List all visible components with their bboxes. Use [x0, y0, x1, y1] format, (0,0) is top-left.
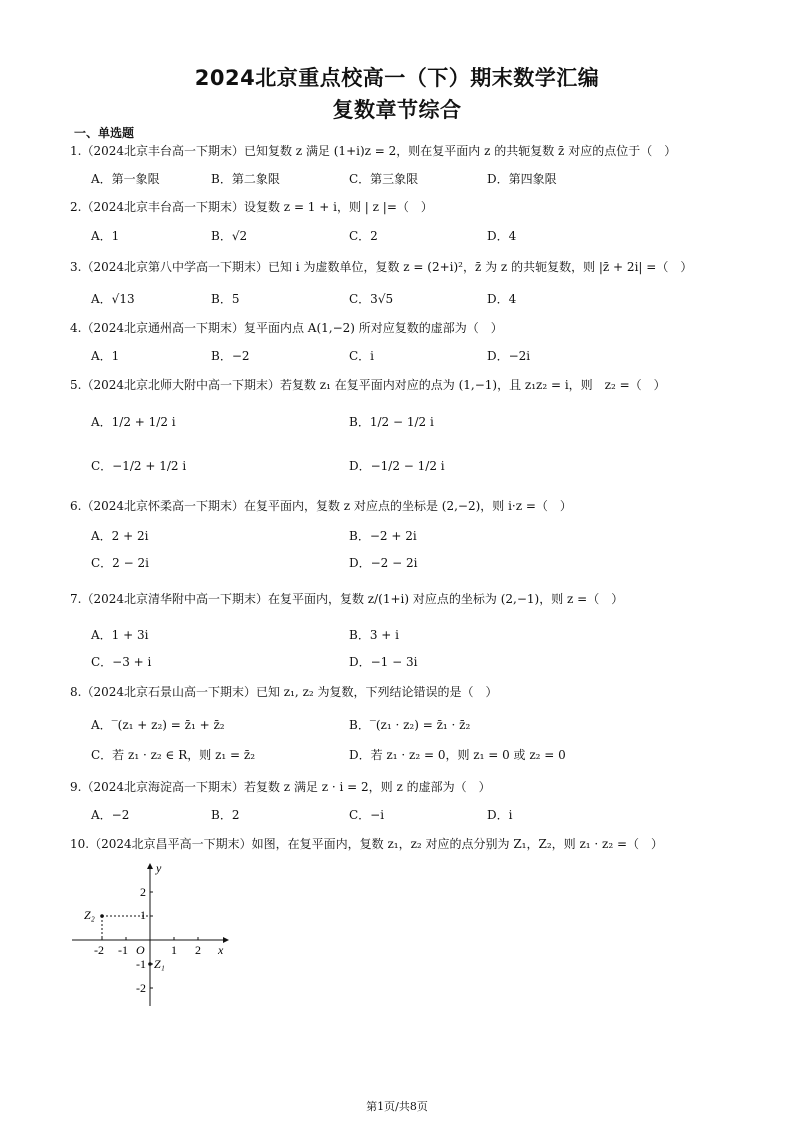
x-tick-label: 1 [171, 943, 177, 957]
question-3-option-c: C．3√5 [349, 292, 394, 306]
question-6-stem: 6.（2024北京怀柔高一下期末）在复平面内，复数 z 对应点的坐标是 (2,−2)，则 i·z =（ ） [70, 499, 572, 513]
question-9-option-d: D．i [487, 808, 513, 822]
page-subtitle: 复数章节综合 [332, 98, 462, 122]
question-4-stem: 4.（2024北京通州高一下期末）复平面内点 A(1,−2) 所对应复数的虚部为（ ） [70, 321, 503, 335]
point-z2 [100, 914, 104, 918]
question-9-option-c: C．−i [349, 808, 385, 822]
question-2-option-d: D．4 [487, 229, 517, 243]
question-3-option-b: B．5 [211, 292, 240, 306]
question-3-option-d: D．4 [487, 292, 517, 306]
question-1-option-a: A．第一象限 [91, 172, 160, 186]
question-8-option-d: D．若 z₁ · z₂ = 0，则 z₁ = 0 或 z₂ = 0 [349, 748, 566, 762]
question-7-option-b: B．3 + i [349, 628, 399, 642]
question-8-option-b: B．‾(z₁ · z₂) = z̄₁ · z̄₂ [349, 718, 471, 732]
question-9-stem: 9.（2024北京海淀高一下期末）若复数 z 满足 z · i = 2，则 z 的虚部为（ ） [70, 780, 491, 794]
question-8-stem: 8.（2024北京石景山高一下期末）已知 z₁, z₂ 为复数，下列结论错误的是（ ） [70, 685, 498, 699]
question-10-stem: 10.（2024北京昌平高一下期末）如图，在复平面内，复数 z₁，z₂ 对应的点分别为 Z₁，Z₂，则 z₁ · z₂ =（ ） [70, 837, 664, 851]
question-5-stem: 5.（2024北京北师大附中高一下期末）若复数 z₁ 在复平面内对应的点为 (1,−1)，且 z₁z₂ = i，则 z₂ =（ ） [70, 378, 666, 392]
origin-label: O [136, 943, 145, 957]
question-6-option-a: A．2 + 2i [91, 529, 149, 543]
question-2-option-c: C．2 [349, 229, 378, 243]
x-tick-label: -2 [94, 943, 104, 957]
question-3-option-a: A．√13 [91, 292, 135, 306]
question-5-option-d: D．−1/2 − 1/2 i [349, 459, 445, 473]
question-2-option-a: A．1 [91, 229, 120, 243]
y-tick-label: 2 [140, 885, 146, 899]
question-1-option-b: B．第二象限 [211, 172, 280, 186]
complex-plane-figure [68, 858, 238, 1008]
question-1-option-d: D．第四象限 [487, 172, 557, 186]
question-4-option-c: C．i [349, 349, 375, 363]
question-1-option-c: C．第三象限 [349, 172, 419, 186]
x-tick-label: 2 [195, 943, 201, 957]
question-2-stem: 2.（2024北京丰台高一下期末）设复数 z = 1 + i，则 | z |=（ ） [70, 200, 433, 214]
point-z2-label: Z₂ [84, 908, 95, 922]
question-6-option-d: D．−2 − 2i [349, 556, 418, 570]
question-4-option-a: A．1 [91, 349, 120, 363]
question-7-option-d: D．−1 − 3i [349, 655, 418, 669]
question-4-option-d: D．−2i [487, 349, 531, 363]
question-5-option-c: C．−1/2 + 1/2 i [91, 459, 187, 473]
question-9-option-a: A．−2 [91, 808, 130, 822]
point-z1 [148, 962, 152, 966]
question-8-option-c: C．若 z₁ · z₂ ∈ R，则 z₁ = z̄₂ [91, 748, 256, 762]
question-5-option-a: A．1/2 + 1/2 i [91, 415, 176, 429]
page-footer: 第1页/共8页 [366, 1100, 428, 1113]
y-tick-label: 1 [140, 908, 146, 922]
point-z1-label: Z₁ [154, 957, 165, 971]
question-4-option-b: B．−2 [211, 349, 250, 363]
question-6-option-b: B．−2 + 2i [349, 529, 417, 543]
question-5-option-b: B．1/2 − 1/2 i [349, 415, 434, 429]
question-7-option-a: A．1 + 3i [91, 628, 149, 642]
question-6-option-c: C．2 − 2i [91, 556, 149, 570]
section-heading: 一、单选题 [74, 126, 135, 140]
question-3-stem: 3.（2024北京第八中学高一下期末）已知 i 为虚数单位，复数 z = (2+i)²，z̄ 为 z 的共轭复数，则 |z̄ + 2i| =（ ） [70, 260, 693, 274]
page-title: 2024北京重点校高一（下）期末数学汇编 [194, 66, 600, 90]
question-1-stem: 1.（2024北京丰台高一下期末）已知复数 z 满足 (1+i)z = 2，则在复平面内 z 的共轭复数 z̄ 对应的点位于（ ） [70, 144, 677, 158]
x-axis-label: x [218, 943, 224, 957]
question-8-option-a: A．‾(z₁ + z₂) = z̄₁ + z̄₂ [91, 718, 225, 732]
x-tick-label: -1 [118, 943, 128, 957]
question-7-option-c: C．−3 + i [91, 655, 152, 669]
y-axis-label: y [156, 861, 162, 875]
question-7-stem: 7.（2024北京清华附中高一下期末）在复平面内，复数 z/(1+i) 对应点的坐标为 (2,−1)，则 z =（ ） [70, 592, 624, 606]
question-2-option-b: B．√2 [211, 229, 248, 243]
y-tick-label: -2 [136, 981, 146, 995]
y-tick-label: -1 [136, 957, 146, 971]
question-9-option-b: B．2 [211, 808, 240, 822]
